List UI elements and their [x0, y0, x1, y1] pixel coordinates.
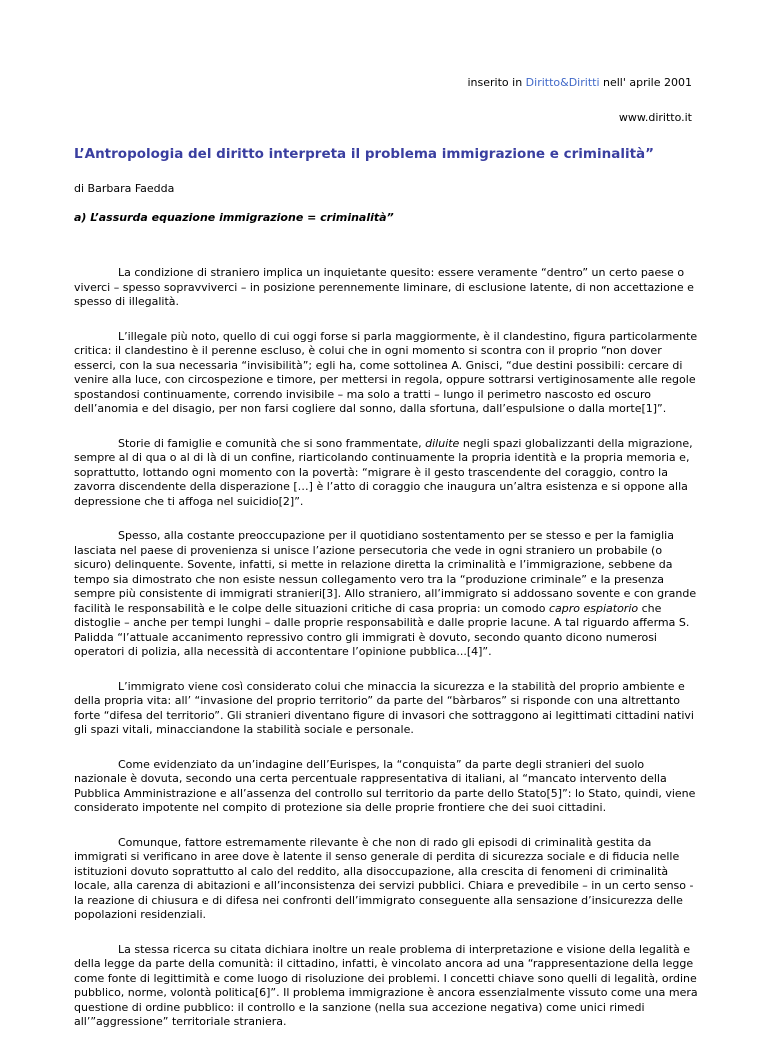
body-paragraph: [74, 330, 700, 417]
article-title: L’Antropologia del diritto interpreta il problema immigrazione e criminalità”: [74, 146, 655, 162]
paragraph-text: Comunque, fattore estremamente rilevante è che non di rado gli episodi di criminalità gestita da immigrati si verificano in aree dove è latente il senso generale di perdita di sicurezza sociale e di fiducia nelle istituzioni dovuto soprattutto al calo del reddito, alla disoccupazione, alla crescita di fenomeni di criminalità locale, alla carenza di abitazioni e all’inconsistenza dei servizi pubblici. Chiara e prevedibile – in un certo senso - la reazione di chiusura e di difesa nei confronti dell’immigrato conseguente alla sensazione d’insicurezza delle popolazioni residenziali.: [74, 835, 694, 921]
paragraph-text: negli spazi globalizzanti della migrazione, sempre al di qua o al di là di un confine, riarticolando continuamente la propria identità e la propria memoria e, soprattutto, lottando ogni momento con la povertà: “migrare è il gesto trascendente del coraggio, contro la zavorra discendente della disperazione […] è l’atto di coraggio che inaugura un’altra esistenza e si oppone alla depressione che ti affoga nel suicidio[2]”.: [74, 436, 693, 508]
website-url: www.diritto.it: [618, 111, 692, 124]
article-author: di Barbara Faedda: [74, 182, 175, 195]
body-paragraph: [74, 529, 700, 660]
body-paragraph: [74, 266, 700, 310]
paragraph-text: Come evidenziato da un’indagine dell’Eurispes, la “conquista” da parte degli stranieri del suolo nazionale è dovuta, secondo una certa percentuale rappresentativa di italiani, al “mancato intervento della Pubblica Amministrazione e all’assenza del controllo sul territorio da parte dello Stato[5]”: lo Stato, quindi, viene considerato impotente nel compito di protezione sia delle proprie frontiere che dei suoi cittadini.: [74, 757, 696, 814]
paragraph-text: L’immigrato viene così considerato colui che minaccia la sicurezza e la stabilità del proprio ambiente e della propria vita: all’ “invasione del proprio territorio” da parte del “bàrbaros” si risponde con una altrettanto forte “difesa del territorio”. Gli stranieri diventano figure di invasori che sottraggono ai legittimati cittadini nativi gli spazi vitali, minacciandone la stabilità sociale e personale.: [74, 679, 694, 736]
body-paragraph: [74, 943, 700, 1030]
paragraph-text: L’illegale più noto, quello di cui oggi forse si parla maggiormente, è il clandestino, figura particolarmente critica: il clandestino è il perenne escluso, è colui che in ogni momento si scontra con il proprio “non dover esserci, con la sua necessaria “invisibilità”; egli ha, come sottolinea A. Gnisci, “due destini possibili: cercare di venire alla luce, con circospezione e timore, per mettersi in regola, oppure sottrarsi vertiginosamente alle regole spostandosi continuamente, correndo invisibile – ma solo a tratti – lungo il perimetro nascosto ed oscuro dell’anomia e del disagio, per non farsi cogliere dal sonno, dalla sfortuna, dall’espulsione o dalla morte[1]”.: [74, 329, 698, 415]
paragraph-text: Spesso, alla costante preoccupazione per il quotidiano sostentamento per se stesso e per la famiglia lasciata nel paese di provenienza si unisce l’azione persecutoria che vede in ogni straniero un probabile (o sicuro) delinquente. Sovente, infatti, si mette in relazione diretta la criminalità e l’immigrazione, sebbene da tempo sia dimostrato che non esiste nessun collegamento vero tra la “produzione criminale” e la presenza sempre più consistente di immigrati stranieri[3]. Allo straniero, all’immigrato si addossano sovente e con grande facilità le responsabilità e le colpe delle situazioni critiche di casa propria: un comodo: [74, 529, 697, 615]
article-body: [74, 266, 700, 1050]
publication-note: [468, 76, 693, 89]
body-paragraph: [74, 437, 700, 510]
section-heading: a) L’assurda equazione immigrazione = criminalità”: [74, 211, 394, 224]
body-paragraph: [74, 836, 700, 923]
paragraph-text: che distoglie – anche per tempi lunghi – dalle proprie responsabilità e dalle proprie lacune. A tal riguardo afferma S. Palidda “l’attuale accanimento repressivo contro gli immigrati è dovuto, secondo quanto dicono numerosi operatori di polizia, alla necessità di accontentare l’opinione pubblica...[4]”.: [74, 601, 690, 658]
body-paragraph: [74, 758, 700, 816]
publication-date: nell' aprile 2001: [599, 76, 692, 89]
publication-prefix: inserito in: [467, 76, 526, 89]
body-paragraph: [74, 680, 700, 738]
paragraph-text: La stessa ricerca su citata dichiara inoltre un reale problema di interpretazione e visione della legalità e della legge da parte della comunità: il cittadino, infatti, è vincolato ancora ad una “rappresentazione della legge come fonte di legittimità e come luogo di risoluzione dei problemi. I concetti chiave sono quelli di legalità, ordine pubblico, norme, volontà politica[6]”. Il problema immigrazione è ancora essenzialmente vissuto come una mera questione di ordine pubblico: il controllo e la sanzione (nella sua accezione negativa) come unici rimedi all’”aggressione” territoriale straniera.: [74, 942, 698, 1028]
italic-phrase: capro espiatorio: [548, 601, 639, 615]
italic-phrase: diluite: [425, 436, 460, 450]
paragraph-text: La condizione di straniero implica un inquietante quesito: essere veramente “dentro” un certo paese o viverci – spesso sopravviverci – in posizione perennemente liminare, di esclusione latente, di non accettazione e spesso di illegalità.: [74, 266, 694, 308]
paragraph-text: Storie di famiglie e comunità che si sono frammentate,: [118, 436, 426, 450]
site-link[interactable]: Diritto&Diritti: [525, 76, 600, 89]
